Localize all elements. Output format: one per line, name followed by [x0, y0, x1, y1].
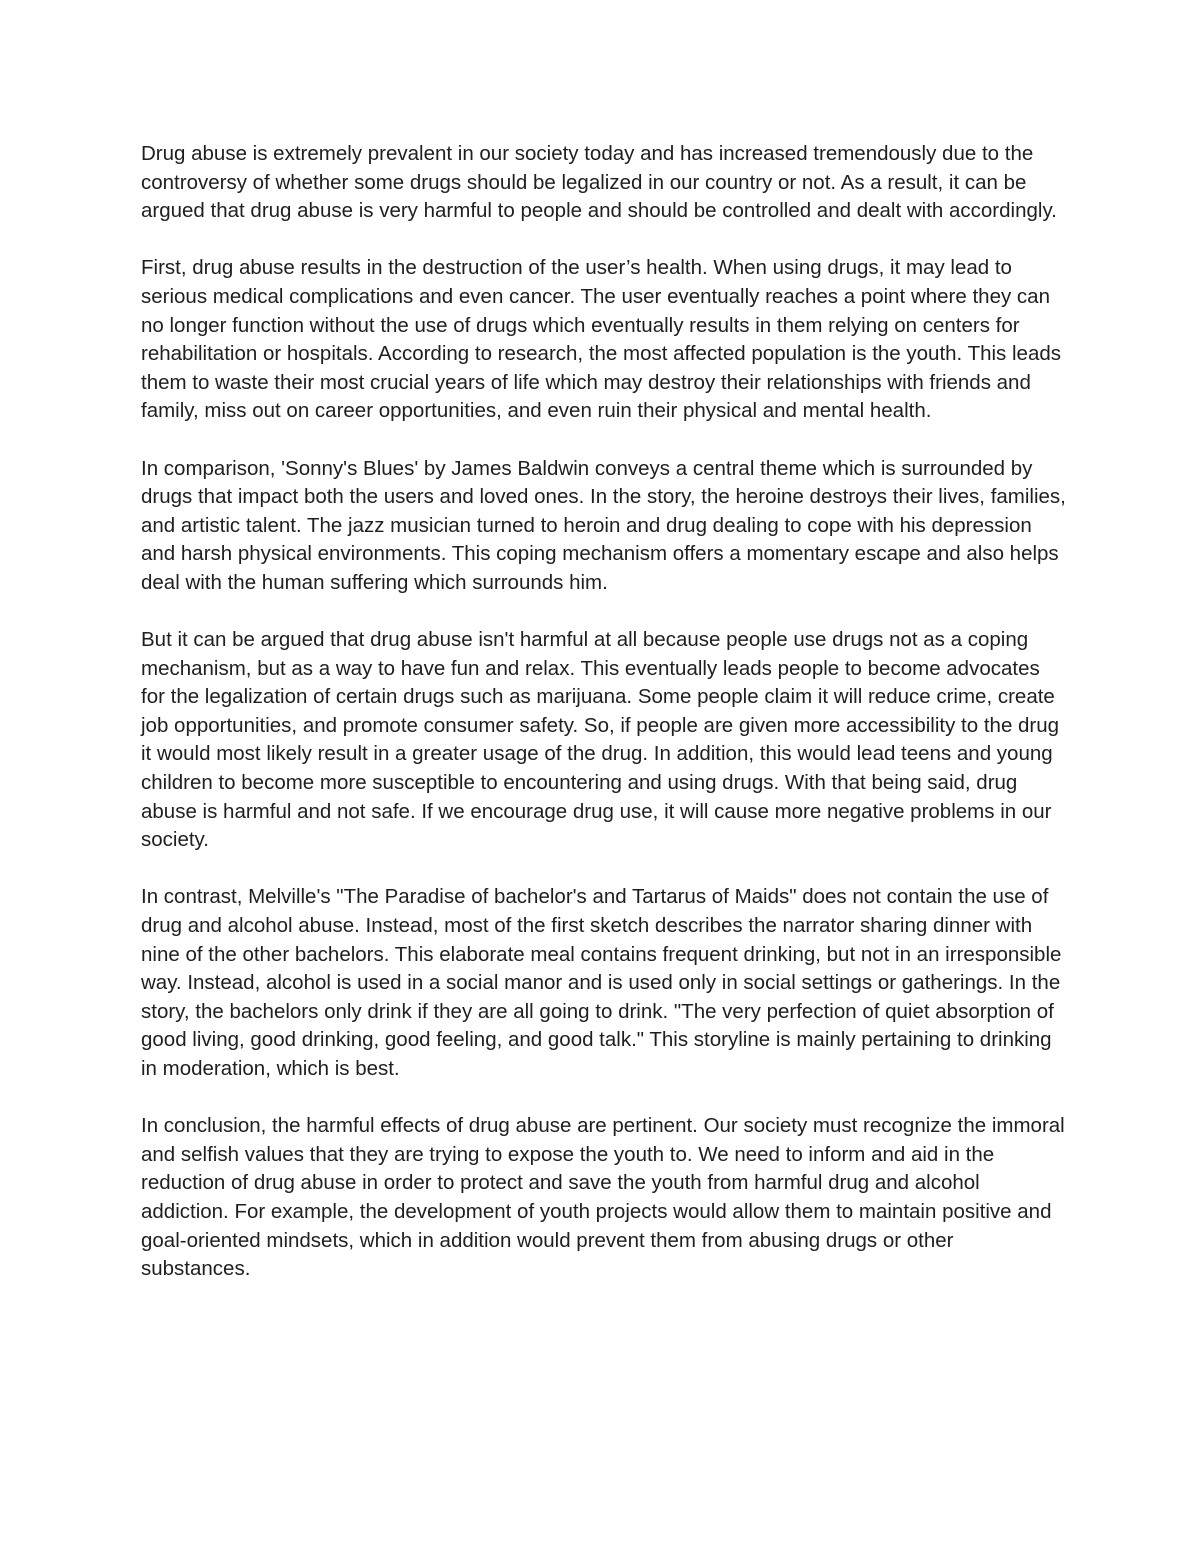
- paragraph-conclusion: In conclusion, the harmful effects of drug abuse are pertinent. Our society must recognize the immoral and selfish values that they are trying to expose the youth to. We need to inform and aid in the reduction of drug abuse in order to protect and save the youth from harmful drug and alcohol addiction. For example, the development of youth projects would allow them to maintain positive and goal-oriented mindsets, which in addition would prevent them from abusing drugs or other substances.: [141, 1114, 1065, 1281]
- paragraph-health: First, drug abuse results in the destruction of the user’s health. When using drugs, it may lead to serious medical complications and even cancer. The user eventually reaches a point where they can no longer function without the use of drugs which eventually results in them relying on centers for rehabilitation or hospitals. According to research, the most affected population is the youth. This leads them to waste their most crucial years of life which may destroy their relationships with friends and family, miss out on career opportunities, and even ruin their physical and mental health.: [141, 256, 1062, 423]
- paragraph-melville: In contrast, Melville's "The Paradise of bachelor's and Tartarus of Maids" does not contain the use of drug and alcohol abuse. Instead, most of the first sketch describes the narrator sharing dinner with nine of the other bachelors. This elaborate meal contains frequent drinking, but not in an irresponsible way. Instead, alcohol is used in a social manor and is used only in social settings or gatherings. In the story, the bachelors only drink if they are all going to drink. "The very perfection of quiet absorption of good living, good drinking, good feeling, and good talk." This storyline is mainly pertaining to drinking in moderation, which is best.: [141, 885, 1062, 1080]
- document-body: [141, 140, 1066, 1312]
- paragraph-counterargument: But it can be argued that drug abuse isn't harmful at all because people use drugs not as a coping mechanism, but as a way to have fun and relax. This eventually leads people to become advocates for the legalization of certain drugs such as marijuana. Some people claim it will reduce crime, create job opportunities, and promote consumer safety. So, if people are given more accessibility to the drug it would most likely result in a greater usage of the drug. In addition, this would lead teens and young children to become more susceptible to encountering and using drugs. With that being said, drug abuse is harmful and not safe. If we encourage drug use, it will cause more negative problems in our society.: [141, 628, 1060, 852]
- paragraph-intro: Drug abuse is extremely prevalent in our society today and has increased tremendously due to the controversy of whether some drugs should be legalized in our country or not. As a result, it can be argued that drug abuse is very harmful to people and should be controlled and dealt with accordingly.: [141, 142, 1057, 223]
- paragraph-sonnys-blues: In comparison, 'Sonny's Blues' by James Baldwin conveys a central theme which is surrounded by drugs that impact both the users and loved ones. In the story, the heroine destroys their lives, families, and artistic talent. The jazz musician turned to heroin and drug dealing to cope with his depression and harsh physical environments. This coping mechanism offers a momentary escape and also helps deal with the human suffering which surrounds him.: [141, 456, 1066, 594]
